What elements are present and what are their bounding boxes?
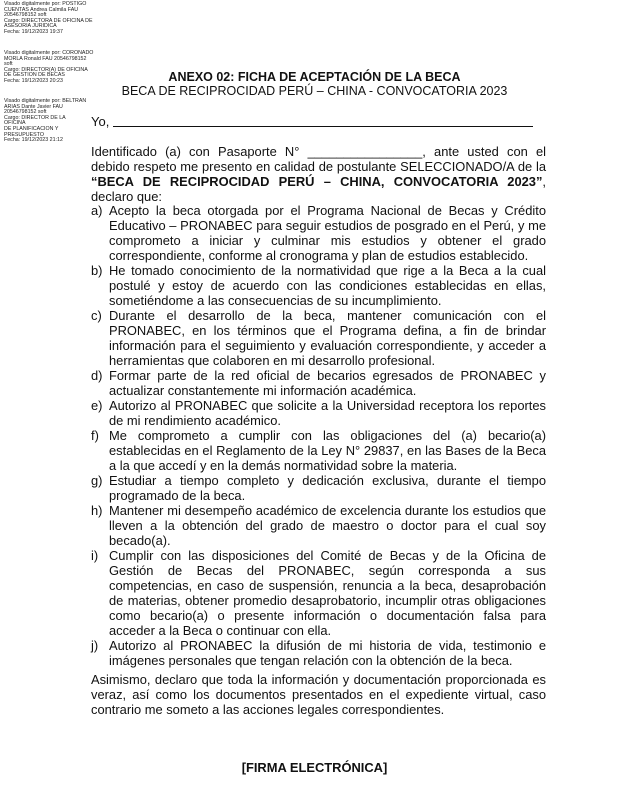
declarations-list	[91, 203, 546, 668]
item-text: Cumplir con las disposiciones del Comité de Becas y de la Oficina de Gestión de Becas del PRONABEC, según corresponda a sus competencias, en caso de suspensión, renuncia a la beca, desaprobación de materias, obtener promedio desaprobatorio, incumplir otras obligaciones como becario(a) o presente información o documentación falsa para acceder a la Beca o continuar con ella.	[109, 548, 546, 638]
document-subtitle: BECA DE RECIPROCIDAD PERÚ – CHINA - CONVOCATORIA 2023	[121, 84, 508, 98]
intro-text-2: , declaro que:	[91, 174, 546, 204]
item-letter: i)	[91, 548, 99, 563]
list-item	[91, 548, 546, 638]
document-title: ANEXO 02: FICHA DE ACEPTACIÓN DE LA BECA	[168, 70, 461, 84]
list-item	[91, 203, 546, 263]
item-letter: d)	[91, 368, 103, 383]
item-letter: j)	[91, 638, 99, 653]
yo-label: Yo,	[91, 114, 110, 129]
list-item	[91, 473, 546, 503]
intro-text-1: Identificado (a) con Pasaporte N° ________________, ante usted con el debido respeto me presento en calidad de postulante SELECCIONADO/A de la	[91, 144, 546, 174]
electronic-signature-placeholder: [FIRMA ELECTRÓNICA]	[241, 760, 388, 775]
list-item	[91, 308, 546, 368]
digital-signature-stamp-2: Visado digitalmente por: CORONADO MORLA Ronald FAU 20546798152 soft Cargo: DIRECTOR(A) DE OFICINA DE GESTION DE BECAS Fecha: 19/12/2023 20:23	[4, 50, 94, 84]
item-letter: c)	[91, 308, 102, 323]
digital-signature-stamp-3: Visado digitalmente por: BELTRAN ARIAS Dante Javier FAU 20546798152 soft Cargo: DIRECTOR DE LA OFICINA DE PLANIFICACION Y PRESUPUESTO Fecha: 19/12/2023 21:12	[4, 98, 87, 144]
item-letter: b)	[91, 263, 103, 278]
item-letter: f)	[91, 428, 99, 443]
name-blank-line	[113, 126, 533, 127]
item-letter: h)	[91, 503, 103, 518]
item-text: Durante el desarrollo de la beca, mantener comunicación con el PRONABEC, en los términos que el Programa defina, a fin de brindar información para el seguimiento y evaluación correspondiente, y acceder a herramientas que colaboren en mi desarrollo profesional.	[109, 308, 546, 368]
item-text: Autorizo al PRONABEC la difusión de mi historia de vida, testimonio e imágenes personales que tengan relación con la obtención de la beca.	[109, 638, 546, 668]
digital-signature-stamp-1: Visado digitalmente por: POSTIGO CUENTAS Andrea Calmila FAU 20546798152 soft Cargo: DIRECTORA DE OFICINA DE ASESORIA JURIDICA Fecha: 19/12/2023 19:37	[4, 1, 93, 35]
item-text: Acepto la beca otorgada por el Programa Nacional de Becas y Crédito Educativo – PRONABEC para seguir estudios de posgrado en el Perú, y me comprometo a iniciar y culminar mis estudios y obtener el grado correspondiente, conforme al cronograma y plan de estudios establecido.	[109, 203, 546, 263]
item-text: He tomado conocimiento de la normatividad que rige a la Beca a la cual postulé y estoy de acuerdo con las condiciones establecidas en ellas, sometiéndome a las consecuencias de su incumplimiento.	[109, 263, 546, 308]
list-item	[91, 368, 546, 398]
list-item	[91, 503, 546, 548]
item-text: Estudiar a tiempo completo y dedicación exclusiva, durante el tiempo programado de la beca.	[109, 473, 546, 503]
item-text: Autorizo al PRONABEC que solicite a la Universidad receptora los reportes de mi rendimiento académico.	[109, 398, 546, 428]
item-letter: g)	[91, 473, 103, 488]
intro-paragraph	[91, 144, 546, 204]
item-letter: a)	[91, 203, 103, 218]
item-text: Me comprometo a cumplir con las obligaciones del (a) becario(a) establecidas en el Reglamento de la Ley N° 29837, en las Bases de la Beca a la que accedí y en la demás normatividad sobre la materia.	[109, 428, 546, 473]
list-item	[91, 398, 546, 428]
list-item	[91, 263, 546, 308]
item-text: Mantener mi desempeño académico de excelencia durante los estudios que lleven a la obtención del grado de maestro o doctor para el cual soy becado(a).	[109, 503, 546, 548]
intro-scholarship-name: “BECA DE RECIPROCIDAD PERÚ – CHINA, CONVOCATORIA 2023”	[91, 174, 543, 189]
list-item	[91, 428, 546, 473]
item-text: Formar parte de la red oficial de becarios egresados de PRONABEC y actualizar constantemente mi información académica.	[109, 368, 546, 398]
closing-paragraph: Asimismo, declaro que toda la información y documentación proporcionada es veraz, así como los documentos presentados en el expediente virtual, caso contrario me someto a las acciones legales correspondientes.	[91, 672, 546, 717]
item-letter: e)	[91, 398, 103, 413]
list-item	[91, 638, 546, 668]
